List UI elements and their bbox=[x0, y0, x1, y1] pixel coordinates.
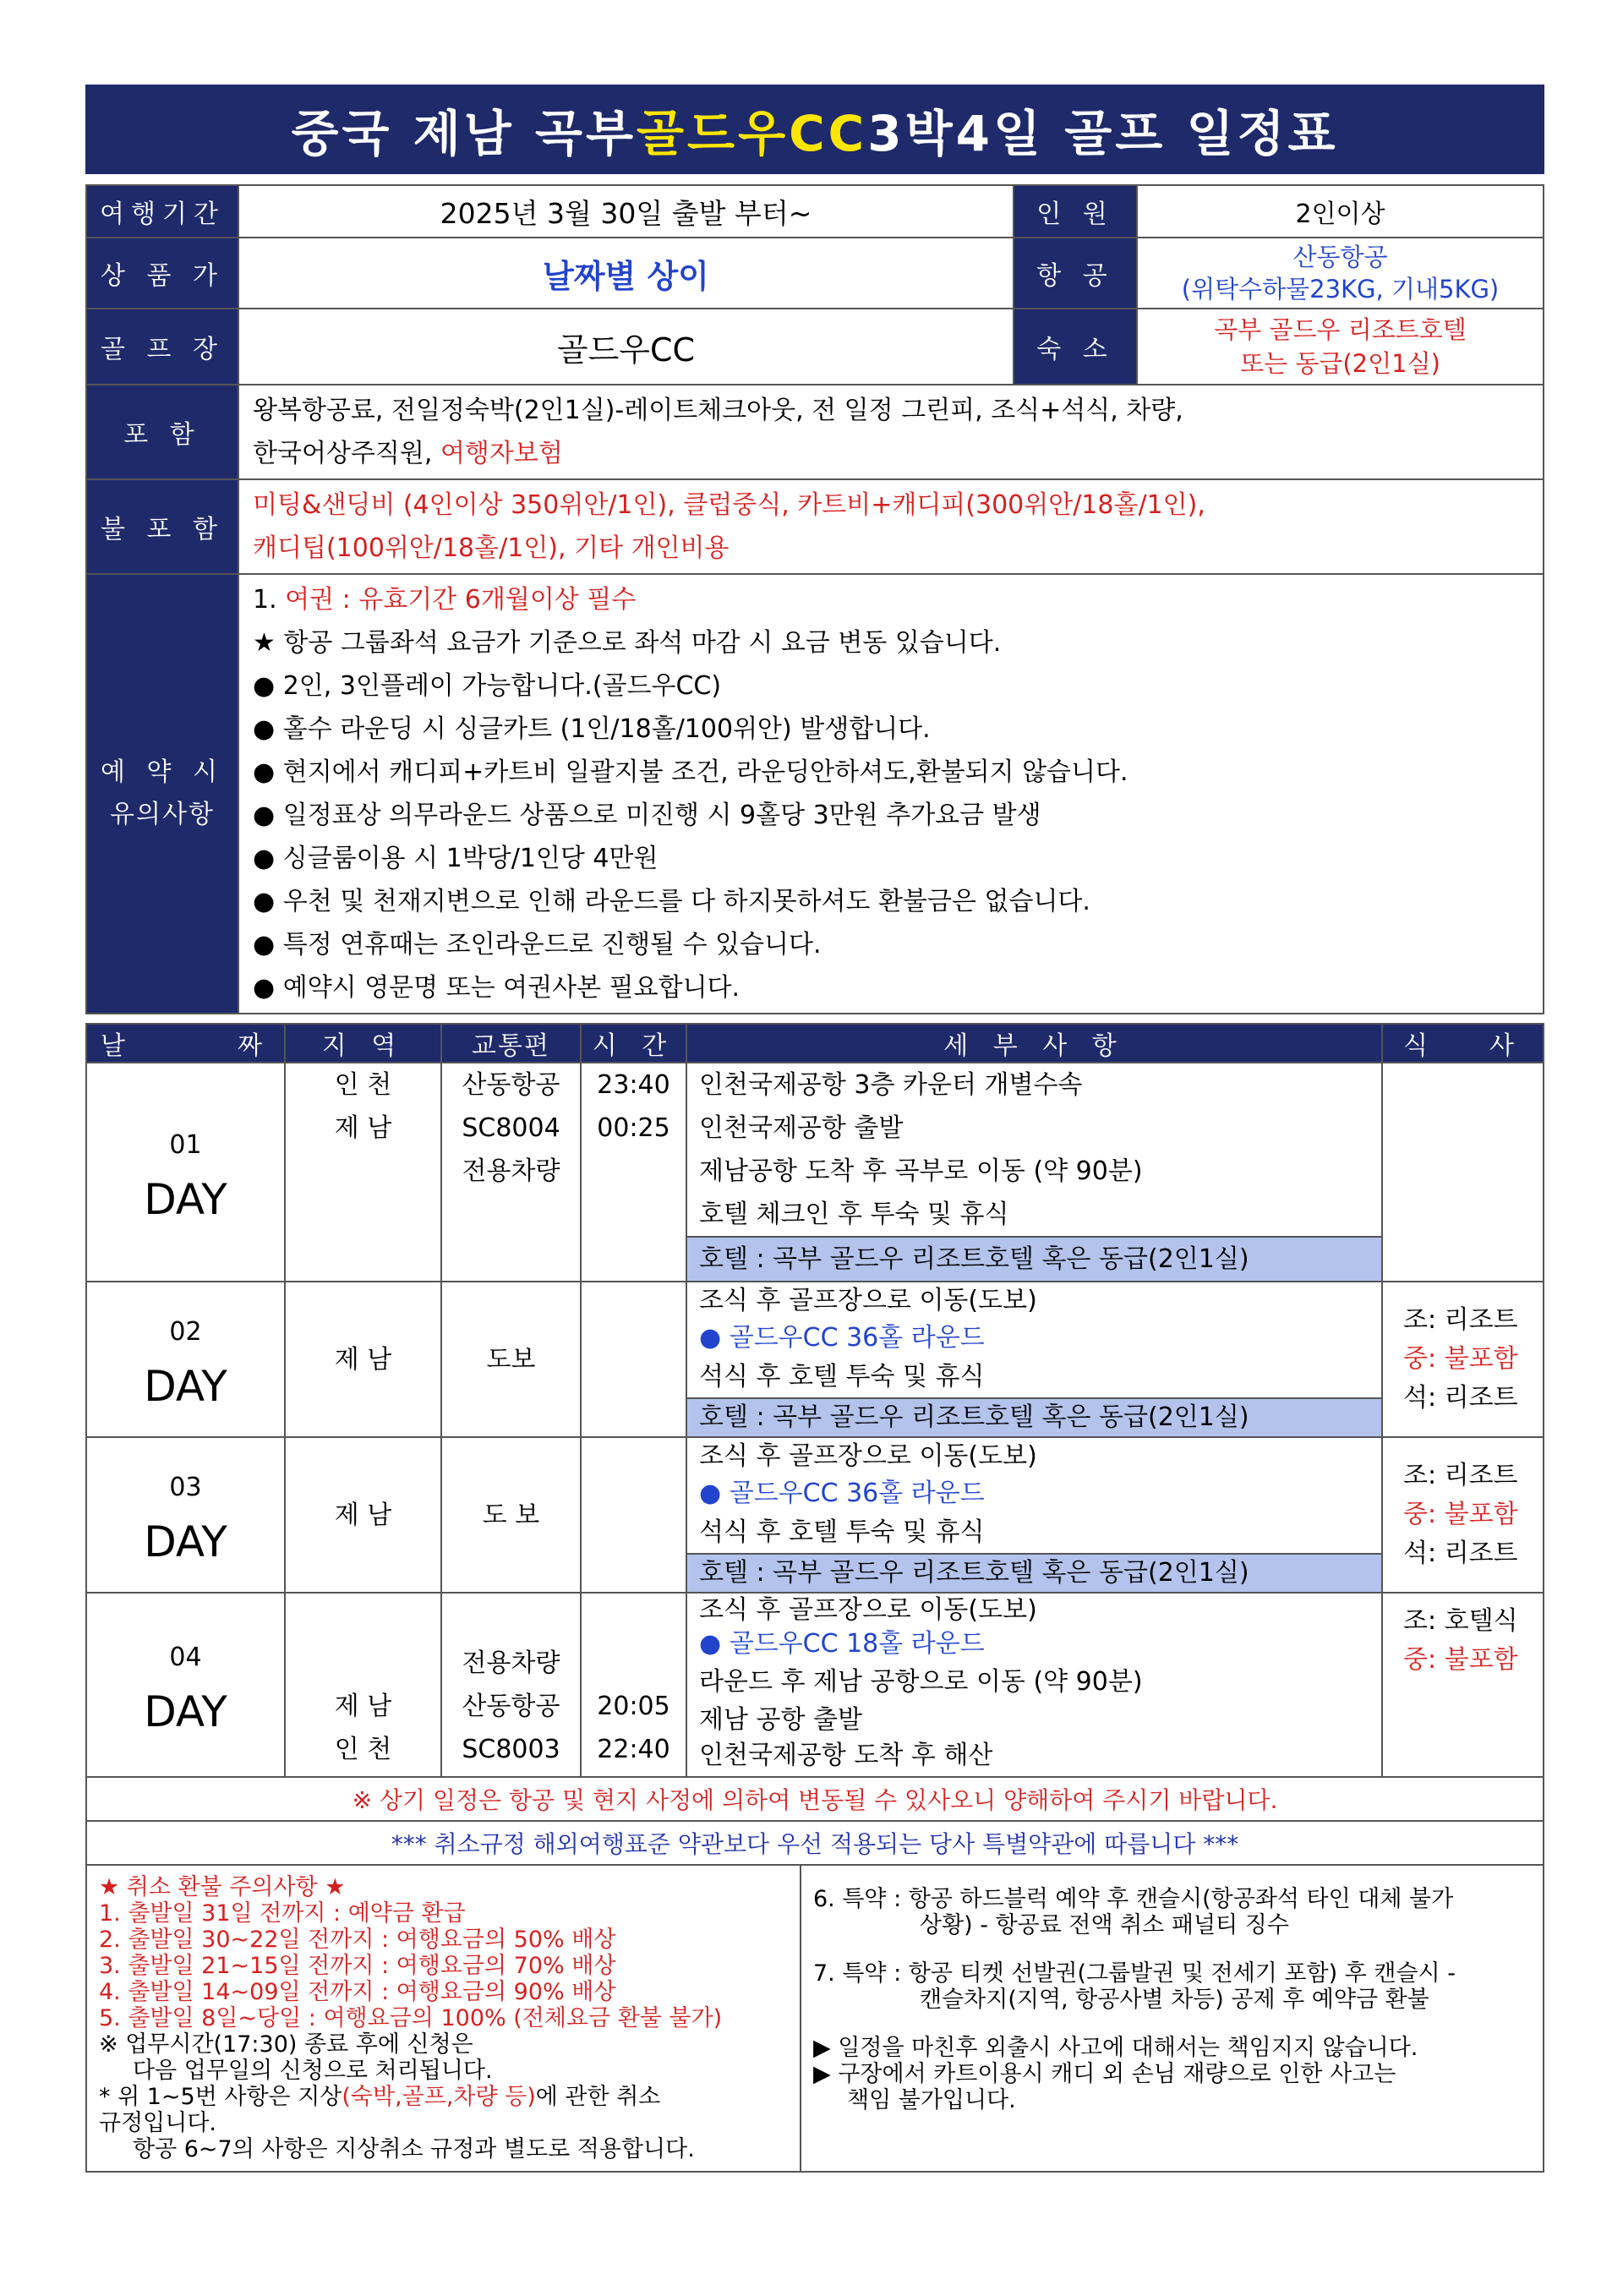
transport-cell: 전용차량 산동항공 SC8003 bbox=[441, 1593, 581, 1777]
price-value: 날짜별 상이 bbox=[238, 238, 1014, 309]
meal-cell: 조: 리조트 중: 불포함 석: 리조트 bbox=[1382, 1282, 1544, 1437]
included-label: 포 함 bbox=[86, 385, 238, 479]
note-item: ● 우천 및 천재지변으로 인해 라운드를 다 하지못하셔도 환불금은 없습니다. bbox=[253, 887, 1090, 916]
hotel-bar: 호텔 : 곡부 골드우 리조트호텔 혹은 동급(2인1실) bbox=[687, 1553, 1383, 1592]
day-label: 02 DAY bbox=[86, 1282, 285, 1437]
cancel-item: 5. 출발일 8일~당일 : 여행요금의 100% (전체요금 환불 불가) bbox=[99, 2005, 723, 2031]
header-transport: 교통편 bbox=[441, 1024, 581, 1063]
hotel-info bbox=[1137, 309, 1544, 385]
round-bullet-icon: ● bbox=[699, 1479, 730, 1508]
info-table bbox=[85, 184, 1544, 1014]
note-item: ● 현지에서 캐디피+카트비 일괄지불 조건, 라운딩안하셔도,환불되지 않습니다. bbox=[253, 757, 1128, 787]
included-items bbox=[238, 385, 1544, 479]
header-meal: 식 사 bbox=[1382, 1024, 1544, 1063]
notes-label: 예 약 시 유의사항 bbox=[86, 574, 238, 1014]
day-label: 04 DAY bbox=[86, 1593, 285, 1777]
note-item: ★ 항공 그룹좌석 요금가 기준으로 좌석 마감 시 요금 변동 있습니다. bbox=[253, 628, 1002, 658]
price-label: 상 품 가 bbox=[86, 238, 238, 309]
note-item: ● 2인, 3인플레이 가능합니다.(골드우CC) bbox=[253, 671, 722, 701]
itinerary-page bbox=[85, 85, 1544, 2173]
travel-period: 2025년 3월 30일 출발 부터~ bbox=[238, 185, 1014, 238]
excluded-line-2: 캐디팁(100위안/18홀/1인), 기타 개인비용 bbox=[253, 533, 730, 563]
time-cell bbox=[581, 1282, 686, 1437]
region-cell: 인 천 제 남 bbox=[285, 1063, 441, 1282]
time-cell: 20:05 22:40 bbox=[581, 1593, 686, 1777]
transport-cell: 도보 bbox=[441, 1282, 581, 1437]
header-region: 지 역 bbox=[285, 1024, 441, 1063]
cancel-items bbox=[99, 1900, 788, 2031]
round-bullet-icon: ● bbox=[699, 1323, 730, 1353]
schedule-change-notice: ※ 상기 일정은 항공 및 현지 사정에 의하여 변동될 수 있사오니 양해하여 주시기 바랍니다. bbox=[86, 1777, 1544, 1821]
hotel-label: 숙 소 bbox=[1014, 309, 1137, 385]
golf-label: 골 프 장 bbox=[86, 309, 238, 385]
included-line-2: 한국어상주직원, 여행자보험 bbox=[253, 439, 563, 468]
excluded-label: 불 포 함 bbox=[86, 479, 238, 574]
note-item: ● 홀수 라운딩 시 싱글카트 (1인/18홀/100위안) 발생합니다. bbox=[253, 714, 931, 744]
region-cell: 제 남 bbox=[285, 1282, 441, 1437]
page-title bbox=[85, 85, 1544, 174]
note-item: ● 특정 연휴때는 조인라운드로 진행될 수 있습니다. bbox=[253, 930, 822, 959]
booking-notes bbox=[238, 574, 1544, 1014]
cancel-item: 4. 출발일 14~09일 전까지 : 여행요금의 90% 배상 bbox=[99, 1979, 616, 2005]
baggage-allowance: (위탁수하물23KG, 기내5KG) bbox=[1181, 275, 1500, 303]
note-item: 1. 여권 : 유효기간 6개월이상 필수 bbox=[253, 585, 637, 615]
detail-cell: 인천국제공항 3층 카운터 개별수속 인천국제공항 출발 제남공항 도착 후 곡부로 이동 (약 90분) 호텔 체크인 후 투숙 및 휴식 호텔 : 곡부 골드우 리조트호텔 혹은 동급(2인1실) bbox=[686, 1063, 1382, 1282]
time-cell: 23:40 00:25 bbox=[581, 1063, 686, 1282]
transport-cell: 산동항공 SC8004 전용차량 bbox=[441, 1063, 581, 1282]
office-hours-note: ※ 업무시간(17:30) 종료 후에 신청은 bbox=[99, 2031, 473, 2058]
detail-cell: 조식 후 골프장으로 이동(도보) ● 골드우CC 18홀 라운드 라운드 후 제남 공항으로 이동 (약 90분) 제남 공항 출발 인천국제공항 도착 후 해산 bbox=[686, 1593, 1382, 1777]
land-cancel-note: * 위 1~5번 사항은 지상(숙박,골프,차량 등)에 관한 취소 bbox=[99, 2084, 661, 2110]
time-cell bbox=[581, 1437, 686, 1593]
cancel-table bbox=[85, 1866, 1544, 2173]
round-bullet-icon: ● bbox=[699, 1629, 730, 1659]
region-cell: 제 남 bbox=[285, 1437, 441, 1593]
header-detail: 세 부 사 항 bbox=[686, 1024, 1382, 1063]
people-count: 2인이상 bbox=[1137, 185, 1544, 238]
title-prefix: 중국 제남 곡부 bbox=[291, 105, 637, 162]
day-label: 01 DAY bbox=[86, 1063, 285, 1282]
special-term-6: 6. 특약 : 항공 하드블럭 예약 후 캔슬시(항공좌석 타인 대체 불가 상황) - 항공료 전액 취소 패널티 징수 bbox=[813, 1886, 1454, 1938]
air-label: 항 공 bbox=[1014, 238, 1137, 309]
meal-cell: 조: 리조트 중: 불포함 석: 리조트 bbox=[1382, 1437, 1544, 1593]
cancel-item: 3. 출발일 21~15일 전까지 : 여행요금의 70% 배상 bbox=[99, 1953, 616, 1979]
hotel-bar: 호텔 : 곡부 골드우 리조트호텔 혹은 동급(2인1실) bbox=[687, 1397, 1383, 1436]
region-cell: 제 남 인 천 bbox=[285, 1593, 441, 1777]
transport-cell: 도 보 bbox=[441, 1437, 581, 1593]
day-label: 03 DAY bbox=[86, 1437, 285, 1593]
included-line-1: 왕복항공료, 전일정숙박(2인1실)-레이트체크아웃, 전 일정 그린피, 조식+석식, 차량, bbox=[253, 396, 1183, 425]
cancel-policy-notice: *** 취소규정 해외여행표준 약관보다 우선 적용되는 당사 특별약관에 따릅니다 *** bbox=[86, 1821, 1544, 1865]
header-time: 시 간 bbox=[581, 1024, 686, 1063]
cancel-title: ★ 취소 환불 주의사항 ★ bbox=[99, 1874, 346, 1900]
note-item: ● 일정표상 의무라운드 상품으로 미진행 시 9홀당 3만원 추가요금 발생 bbox=[253, 801, 1041, 830]
golf-course: 골드우CC bbox=[238, 309, 1014, 385]
day-row-01 bbox=[86, 1063, 1544, 1282]
liability-notes: ▶ 일정을 마친후 외출시 사고에 대해서는 책임지지 않습니다. ▶ 구장에서 카트이용시 캐디 외 손님 재량으로 인한 사고는 책임 불가입니다. bbox=[813, 2035, 1418, 2113]
detail-cell: 조식 후 골프장으로 이동(도보) ● 골드우CC 36홀 라운드 석식 후 호텔 투숙 및 휴식 호텔 : 곡부 골드우 리조트호텔 혹은 동급(2인1실) bbox=[686, 1282, 1382, 1437]
title-suffix: 3박4일 골프 일정표 bbox=[867, 105, 1339, 162]
meal-cell: 조: 호텔식 중: 불포함 bbox=[1382, 1593, 1544, 1777]
excluded-items bbox=[238, 479, 1544, 574]
cancel-refund-policy: ★ 취소 환불 주의사항 ★ 1. 출발일 31일 전까지 : 예약금 환급 2. 출발일 30~22일 전까지 : 여행요금의 50% 배상 3. 출발일 21~15일 전까지 : 여행요금의 70% 배상 4. 출발일 14~09일 전까지 : 여행요금의 90% 배상 5. 출발일 8일~당일 : 여행요금의 100% (전체요금 환불 불가) ※ 업무시간(17:30) 종료 후에 신청은 다음 업무일의 신청으로 처리됩니다. * 위 1~5번 사항은 지상(숙박,골프,차량 등)에 관한 취소 규정입니다. 항공 6~7의 사항은 지상취소 규정과 별도로 적용합니다. bbox=[86, 1866, 801, 2172]
schedule-header bbox=[86, 1024, 1544, 1063]
airline-name: 산동항공 bbox=[1292, 243, 1388, 271]
meal-cell bbox=[1382, 1063, 1544, 1282]
excluded-line-1: 미팅&샌딩비 (4인이상 350위안/1인), 클럽중식, 카트비+캐디피(300위안/18홀/1인), bbox=[253, 490, 1205, 520]
cancel-item: 1. 출발일 31일 전까지 : 예약금 환급 bbox=[99, 1900, 466, 1927]
airline-info bbox=[1137, 238, 1544, 309]
title-golf-name: 골드우CC bbox=[637, 105, 868, 162]
note-item: ● 예약시 영문명 또는 여권사본 필요합니다. bbox=[253, 973, 740, 1003]
special-term-7: 7. 특약 : 항공 티켓 선발권(그룹발권 및 전세기 포함) 후 캔슬시 - 캔슬차지(지역, 항공사별 차등) 공제 후 예약금 환불 bbox=[813, 1960, 1456, 2013]
people-label: 인 원 bbox=[1014, 185, 1137, 238]
detail-cell: 조식 후 골프장으로 이동(도보) ● 골드우CC 36홀 라운드 석식 후 호텔 투숙 및 휴식 호텔 : 곡부 골드우 리조트호텔 혹은 동급(2인1실) bbox=[686, 1437, 1382, 1593]
header-date: 날 짜 bbox=[86, 1024, 285, 1063]
cancel-item: 2. 출발일 30~22일 전까지 : 여행요금의 50% 배상 bbox=[99, 1927, 616, 1953]
schedule-table bbox=[85, 1023, 1544, 1866]
day-row-03 bbox=[86, 1437, 1544, 1593]
travel-insurance: 여행자보험 bbox=[440, 439, 563, 468]
hotel-name: 곡부 골드우 리조트호텔 bbox=[1214, 315, 1467, 344]
day-row-02 bbox=[86, 1282, 1544, 1437]
special-terms bbox=[801, 1866, 1544, 2172]
note-item: ● 싱글룸이용 시 1박당/1인당 4만원 bbox=[253, 844, 658, 873]
day-row-04 bbox=[86, 1593, 1544, 1777]
hotel-alternative: 또는 동급(2인1실) bbox=[1240, 349, 1440, 378]
period-label: 여행기간 bbox=[86, 185, 238, 238]
hotel-bar: 호텔 : 곡부 골드우 리조트호텔 혹은 동급(2인1실) bbox=[687, 1236, 1383, 1281]
